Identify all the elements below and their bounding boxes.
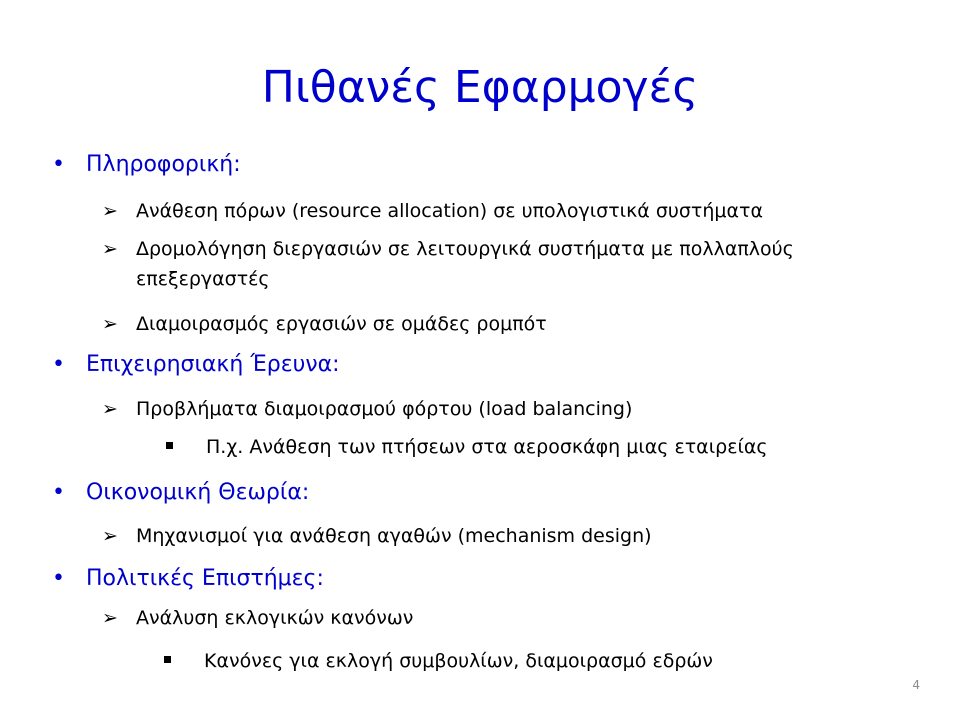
list-item bbox=[102, 398, 633, 420]
arrow-bullet-icon: ➢ bbox=[102, 525, 118, 547]
list-item-text: Δρομολόγηση διεργασιών σε λειτουργικά συστήματα με πολλαπλούς bbox=[136, 238, 794, 260]
section-heading-political-science bbox=[52, 566, 324, 591]
list-item-text: Διαμοιρασμός εργασιών σε ομάδες ρομπότ bbox=[136, 313, 547, 335]
list-item-text: Ανάθεση πόρων (resource allocation) σε υπολογιστικά συστήματα bbox=[136, 200, 763, 222]
square-bullet-icon bbox=[164, 656, 171, 663]
list-item bbox=[102, 525, 652, 547]
list-item bbox=[102, 238, 794, 260]
arrow-bullet-icon: ➢ bbox=[102, 200, 118, 222]
section-heading-economic-theory bbox=[52, 480, 310, 505]
sub-list-item-text: Π.χ. Ανάθεση των πτήσεων στα αεροσκάφη μιας εταιρείας bbox=[206, 436, 768, 458]
list-item-text: Ανάλυση εκλογικών κανόνων bbox=[136, 607, 414, 629]
arrow-bullet-icon: ➢ bbox=[102, 313, 118, 335]
section-heading-text: Πληροφορική: bbox=[86, 152, 241, 177]
arrow-bullet-icon: ➢ bbox=[102, 238, 118, 260]
bullet-icon: • bbox=[52, 352, 65, 377]
slide-title: Πιθανές Εφαρμογές bbox=[261, 62, 699, 113]
list-item-continuation: επεξεργαστές bbox=[136, 268, 270, 290]
section-heading-informatics bbox=[52, 152, 241, 177]
section-heading-text: Οικονομική Θεωρία: bbox=[86, 480, 310, 505]
arrow-bullet-icon: ➢ bbox=[102, 398, 118, 420]
list-item bbox=[102, 607, 414, 629]
list-item bbox=[102, 200, 763, 222]
bullet-icon: • bbox=[52, 480, 65, 505]
section-heading-text: Επιχειρησιακή Έρευνα: bbox=[86, 352, 340, 377]
page-number: 4 bbox=[912, 678, 920, 692]
list-item-text: Προβλήματα διαμοιρασμού φόρτου (load balancing) bbox=[136, 398, 633, 420]
section-heading-operations-research bbox=[52, 352, 340, 377]
bullet-icon: • bbox=[52, 566, 65, 591]
sub-list-item bbox=[206, 436, 768, 458]
sub-list-item bbox=[204, 650, 713, 672]
arrow-bullet-icon: ➢ bbox=[102, 607, 118, 629]
sub-list-item-text: Κανόνες για εκλογή συμβουλίων, διαμοιρασμό εδρών bbox=[204, 650, 713, 672]
section-heading-text: Πολιτικές Επιστήμες: bbox=[86, 566, 324, 591]
list-item-text: Μηχανισμοί για ανάθεση αγαθών (mechanism design) bbox=[136, 525, 652, 547]
list-item bbox=[102, 313, 547, 335]
square-bullet-icon bbox=[166, 442, 173, 449]
bullet-icon: • bbox=[52, 152, 65, 177]
